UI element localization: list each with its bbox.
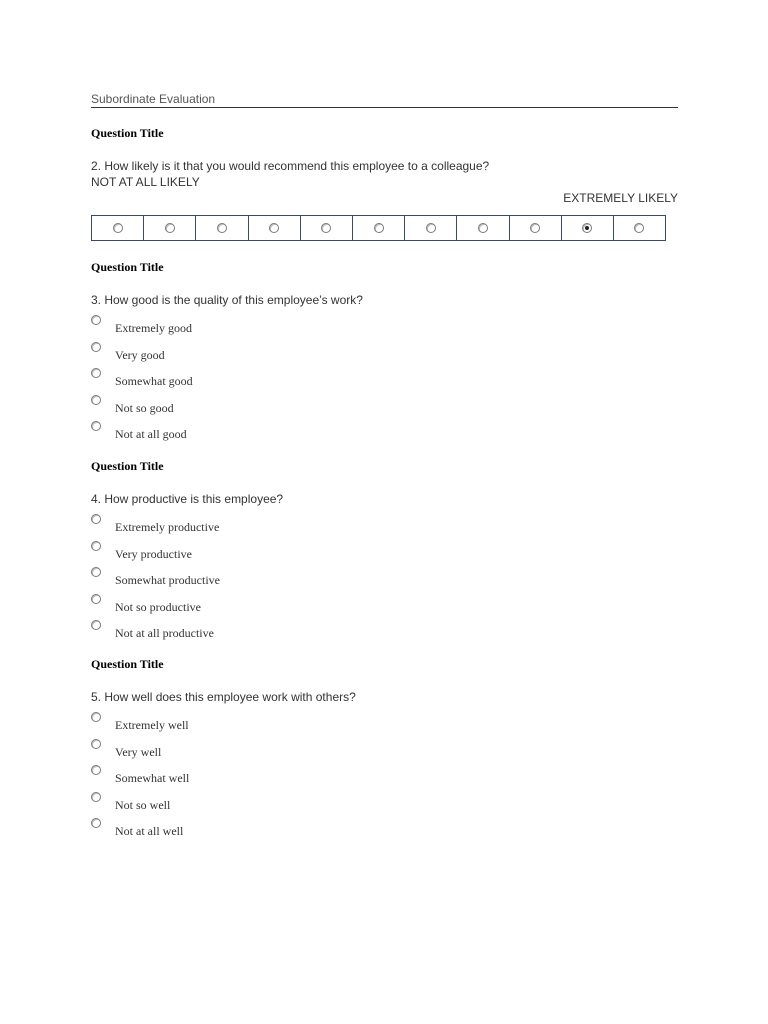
option-radio[interactable] — [91, 541, 101, 551]
scale-low-label: NOT AT ALL LIKELY — [91, 175, 200, 189]
question-heading: Question Title — [91, 126, 164, 140]
option-label: Somewhat good — [115, 374, 193, 388]
option-row[interactable] — [91, 541, 391, 565]
question-4 — [91, 459, 678, 649]
option-label: Somewhat well — [115, 771, 190, 785]
option-label: Very well — [115, 744, 162, 759]
scale-radio-5[interactable] — [374, 223, 384, 233]
option-row[interactable] — [91, 315, 391, 339]
question-text: 4. How productive is this employee? — [91, 492, 284, 506]
option-row[interactable] — [91, 712, 391, 736]
question-text: 5. How well does this employee work with others? — [91, 690, 356, 704]
scale-cell — [249, 216, 301, 240]
question-5 — [91, 657, 678, 847]
option-label: Extremely productive — [115, 520, 220, 534]
option-label: Not so good — [115, 400, 174, 415]
option-label: Not at all well — [115, 824, 184, 838]
scale-cell — [353, 216, 405, 240]
scale-cell — [144, 216, 196, 240]
scale-radio-10[interactable] — [634, 223, 644, 233]
scale-cell — [196, 216, 248, 240]
option-label: Extremely well — [115, 718, 189, 732]
option-radio[interactable] — [91, 792, 101, 802]
scale-radio-7[interactable] — [478, 223, 488, 233]
scale-cell — [562, 216, 614, 240]
scale-cell — [92, 216, 144, 240]
option-label: Not so well — [115, 797, 171, 812]
option-radio[interactable] — [91, 594, 101, 604]
option-row[interactable] — [91, 567, 391, 591]
option-radio[interactable] — [91, 739, 101, 749]
option-radio[interactable] — [91, 765, 101, 775]
scale-cell — [405, 216, 457, 240]
option-label: Not at all good — [115, 427, 187, 441]
scale-radio-8[interactable] — [530, 223, 540, 233]
scale-cell — [614, 216, 665, 240]
question-text: 3. How good is the quality of this employee’s work? — [91, 293, 363, 307]
option-row[interactable] — [91, 421, 391, 445]
question-heading: Question Title — [91, 459, 164, 473]
scale-radio-0[interactable] — [113, 223, 123, 233]
option-label: Not at all productive — [115, 626, 214, 640]
option-row[interactable] — [91, 792, 391, 816]
option-radio[interactable] — [91, 421, 101, 431]
option-radio[interactable] — [91, 315, 101, 325]
option-row[interactable] — [91, 739, 391, 763]
option-row[interactable] — [91, 594, 391, 618]
scale-radio-4[interactable] — [321, 223, 331, 233]
option-row[interactable] — [91, 342, 391, 366]
option-label: Not so productive — [115, 599, 201, 614]
option-radio[interactable] — [91, 567, 101, 577]
question-heading: Question Title — [91, 260, 164, 274]
option-label: Extremely good — [115, 321, 192, 335]
option-row[interactable] — [91, 620, 391, 644]
option-row[interactable] — [91, 395, 391, 419]
option-row[interactable] — [91, 818, 391, 842]
option-label: Somewhat productive — [115, 573, 220, 587]
scale-radio-2[interactable] — [217, 223, 227, 233]
scale-cell — [457, 216, 509, 240]
option-label: Very productive — [115, 546, 192, 561]
scale-cell — [301, 216, 353, 240]
option-radio[interactable] — [91, 620, 101, 630]
scale-radio-9[interactable] — [582, 223, 592, 233]
option-row[interactable] — [91, 765, 391, 789]
question-text: 2. How likely is it that you would recommend this employee to a colleague? — [91, 159, 490, 173]
option-row[interactable] — [91, 368, 391, 392]
option-row[interactable] — [91, 514, 391, 538]
question-2 — [91, 126, 678, 246]
scale-high-label: EXTREMELY LIKELY — [563, 191, 678, 205]
question-3 — [91, 260, 678, 450]
scale-cell — [510, 216, 562, 240]
option-radio[interactable] — [91, 712, 101, 722]
option-radio[interactable] — [91, 395, 101, 405]
question-heading: Question Title — [91, 657, 164, 671]
option-radio[interactable] — [91, 342, 101, 352]
document-title: Subordinate Evaluation — [91, 91, 678, 108]
scale-radio-3[interactable] — [269, 223, 279, 233]
option-radio[interactable] — [91, 514, 101, 524]
likelihood-scale — [91, 215, 666, 241]
scale-radio-1[interactable] — [165, 223, 175, 233]
scale-radio-6[interactable] — [426, 223, 436, 233]
option-radio[interactable] — [91, 368, 101, 378]
option-radio[interactable] — [91, 818, 101, 828]
option-label: Very good — [115, 347, 165, 362]
